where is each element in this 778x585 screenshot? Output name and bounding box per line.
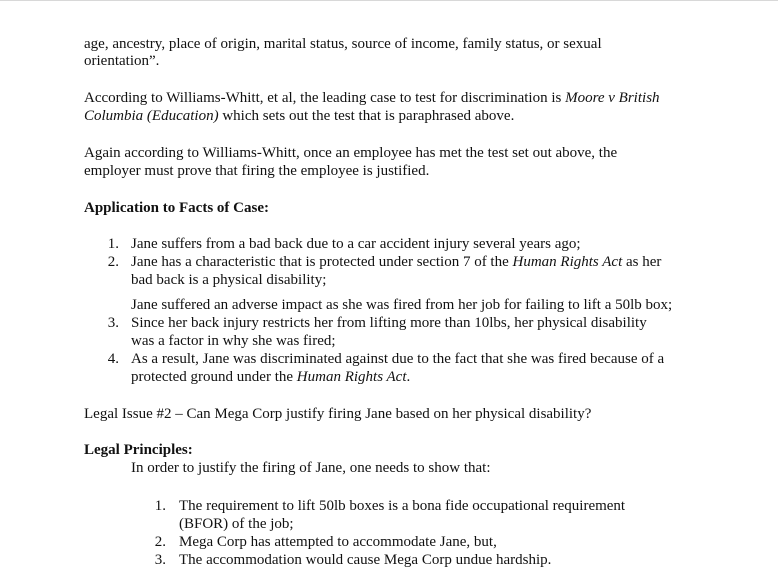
employer-para-line-2: employer must prove that firing the employee is justified. [84,163,430,179]
case-name-part-1: Moore v British [565,90,660,106]
application-item-3-line-2: was a factor in why she was fired; [131,333,336,349]
item-text: protected ground under the [131,369,297,385]
application-item-2-line-1 [131,253,661,271]
application-item-2-line-2: bad back is a physical disability; [131,272,327,288]
list-number: 2. [107,254,119,270]
application-item-4-line-2 [131,368,410,386]
list-number: 1. [154,498,166,514]
legal-principles-heading: Legal Principles: [84,442,193,458]
application-item-1: Jane suffers from a bad back due to a car accident injury several years ago; [131,236,581,252]
list-number: 3. [154,552,166,568]
list-number: 4. [107,351,119,367]
list-number: 2. [154,534,166,550]
item-text: . [406,369,411,385]
case-para-line-2 [84,107,514,125]
application-unnumbered-item: Jane suffered an adverse impact as she was fired from her job for failing to lift a 50lb box; [131,297,673,313]
case-para-line-1 [84,89,660,107]
application-heading: Application to Facts of Case: [84,200,269,216]
principle-3: The accommodation would cause Mega Corp undue hardship. [179,552,552,568]
case-para-text: According to Williams-Whitt, et al, the leading case to test for discrimination is [84,90,566,106]
list-number: 1. [107,236,119,252]
case-name-part-2: Columbia (Education) [84,108,219,124]
principle-2: Mega Corp has attempted to accommodate Jane, but, [179,534,497,550]
list-number: 3. [107,315,119,331]
intro-line-1: age, ancestry, place of origin, marital status, source of income, family status, or sexual [84,36,602,52]
employer-para-line-1: Again according to Williams-Whitt, once an employee has met the test set out above, the [84,145,618,161]
item-text: as her [622,254,662,270]
act-name: Human Rights Act [296,369,407,385]
item-text: Jane has a characteristic that is protected under section 7 of the [131,254,513,270]
intro-line-2: orientation”. [84,53,160,69]
case-para-text-2: which sets out the test that is paraphrased above. [218,108,515,124]
legal-issue-2: Legal Issue #2 – Can Mega Corp justify firing Jane based on her physical disability? [84,406,592,422]
application-item-3-line-1: Since her back injury restricts her from lifting more than 10lbs, her physical disability [131,315,647,331]
act-name: Human Rights Act [512,254,623,270]
principles-intro: In order to justify the firing of Jane, one needs to show that: [131,460,491,476]
application-item-4-line-1: As a result, Jane was discriminated against due to the fact that she was fired because of a [131,351,665,367]
principle-1-line-2: (BFOR) of the job; [179,516,294,532]
principle-1-line-1: The requirement to lift 50lb boxes is a bona fide occupational requirement [179,498,626,514]
